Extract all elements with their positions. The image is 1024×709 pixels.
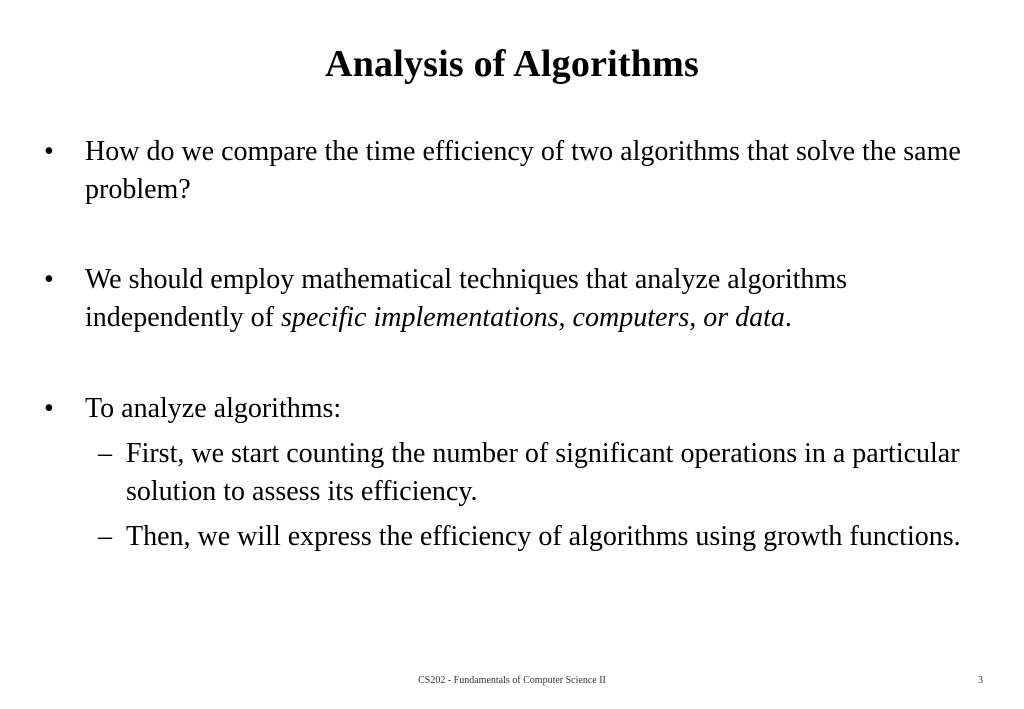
bullet-text-prefix: We should employ mathematical techniques that analyze algorithms independently of xyxy=(85,264,848,333)
sub-item-first xyxy=(98,435,978,511)
sub-item-text: First, we start counting the number of significant operations in a particular solution to assess its efficiency. xyxy=(126,438,960,507)
bullet-text xyxy=(85,261,974,337)
bullet-marker: • xyxy=(44,136,54,167)
bullet-text-suffix: . xyxy=(784,302,792,333)
slide-title: Analysis of Algorithms xyxy=(325,43,699,85)
bullet-marker: • xyxy=(44,264,54,295)
sub-item-marker: – xyxy=(98,521,112,552)
page-number: 3 xyxy=(978,675,983,686)
sub-item-marker: – xyxy=(98,438,112,469)
sub-item-then xyxy=(98,518,978,556)
slide-footer: CS202 - Fundamentals of Computer Science II xyxy=(418,675,606,686)
bullet-text-italic: specific implementations, computers, or data xyxy=(280,302,785,333)
bullet-item-compare xyxy=(44,133,974,209)
bullet-marker: • xyxy=(44,393,54,424)
bullet-text: How do we compare the time efficiency of two algorithms that solve the same problem? xyxy=(85,136,961,205)
bullet-item-analyze xyxy=(44,390,974,428)
bullet-text: To analyze algorithms: xyxy=(85,393,342,424)
bullet-item-techniques xyxy=(44,261,974,337)
sub-item-text: Then, we will express the efficiency of algorithms using growth functions. xyxy=(126,521,961,552)
